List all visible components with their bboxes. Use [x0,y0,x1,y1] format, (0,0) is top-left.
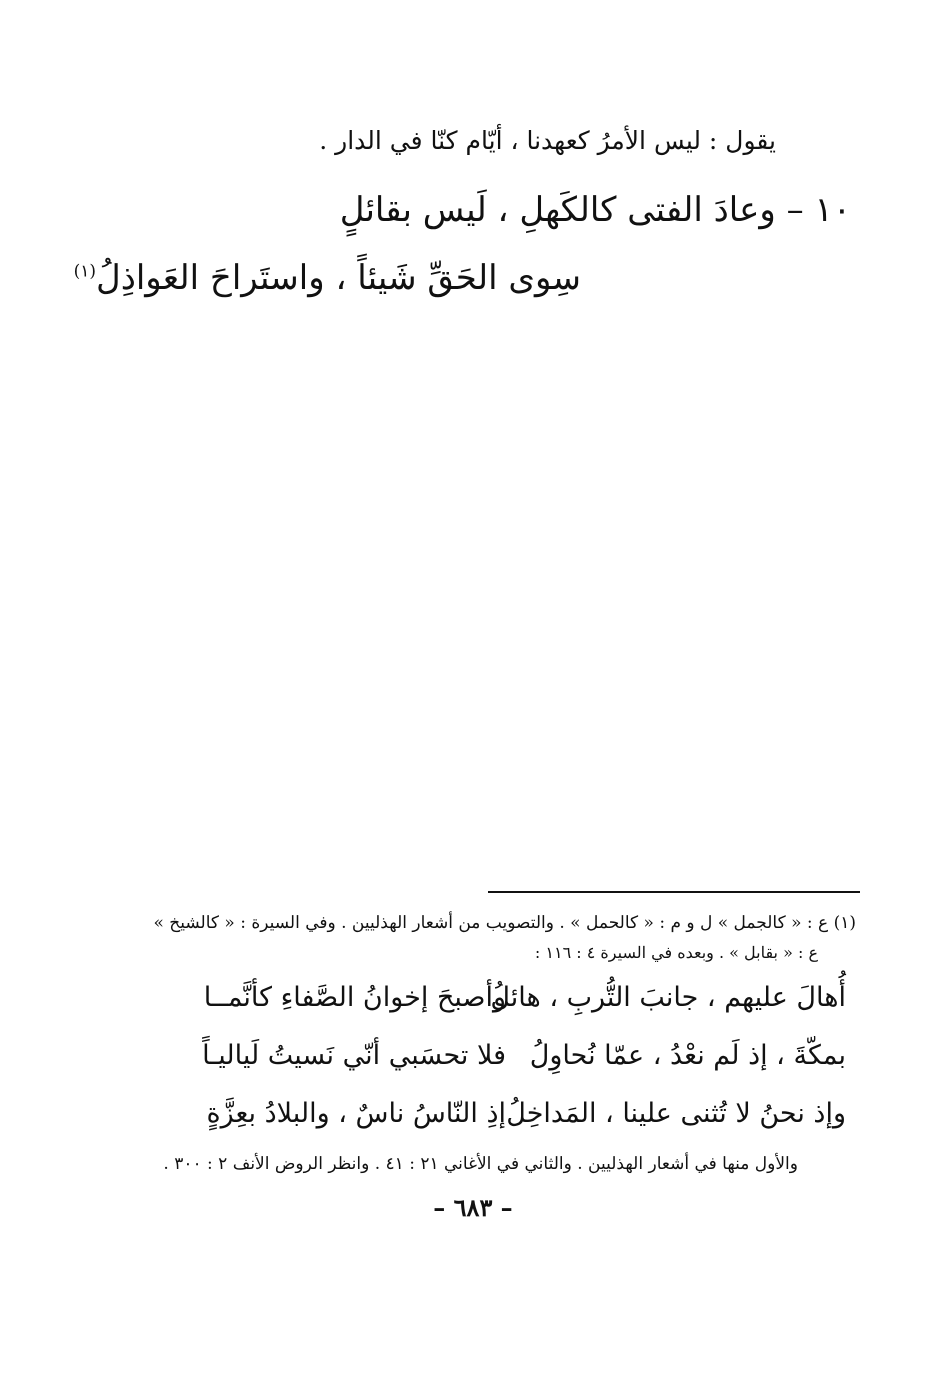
footnote-marker: (١) [73,261,97,282]
footnote-2: ع : « بقابل » . وبعده في السيرة ٤ : ١١٦ : [534,943,818,962]
footnote-sources: والأول منها في أشعار الهذليين . والثاني في الأغاني ٢١ : ٤١ . وانظر الروض الأنف ٢ : ٣٠٠ . [163,1154,798,1174]
footnote-verse-1-first: وأصبحَ إخوانُ الصَّفاءِ كأنَّمــا [203,982,506,1013]
footnote-1: (١) ع : « كالجمل » ل و م : « كالحمل » . والتصويب من أشعار الهذليين . وفي السيرة : « كالشيخ » [153,913,856,933]
footnote-verse-2-first: فلا تحسَبي أنّي نَسيتُ لَياليـاً [202,1040,506,1071]
commentary-text: يقول : ليس الأمرُ كعهدنا ، أيّام كنّا في الدار . [319,126,776,155]
footnote-verse-3-first: إذِ النّاسُ ناسٌ ، والبلادُ بعِزَّةٍ [206,1098,506,1129]
page-number: – ٦٨٣ – [433,1193,513,1222]
verse-10-second-text: سِوى الحَقِّ شَيئاً ، واستَراحَ العَواذِلُ [96,258,581,298]
footnote-verse-1-second: أُهالَ عليهم ، جانبَ التُّربِ ، هائلُ [490,982,846,1013]
verse-10-first-hemistich: ١٠ – وعادَ الفتى كالكَهلِ ، لَيس بقائلٍ [339,190,851,230]
footnote-separator [488,891,860,893]
verse-10-second-hemistich [74,258,581,298]
footnote-verse-2-second: بمكّةَ ، إذ لَم نعْدُ ، عمّا نُحاوِلُ [529,1040,846,1071]
footnote-verse-3-second: وإذ نحنُ لا تُثنى علينا ، المَداخِلُ [506,1098,846,1129]
